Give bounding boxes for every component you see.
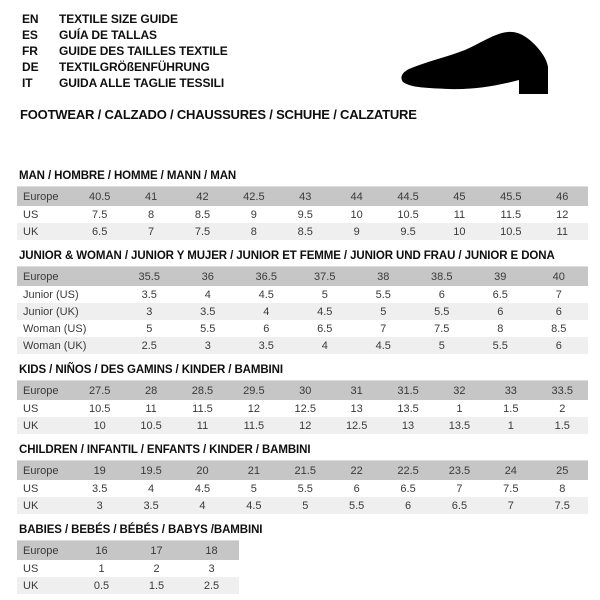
size-value-cell: 3.5 <box>74 480 125 497</box>
size-value-cell: 22.5 <box>382 461 433 481</box>
size-value-cell: 3 <box>120 303 179 320</box>
size-tables-container <box>17 170 600 594</box>
size-value-cell: 5 <box>413 337 472 354</box>
size-value-cell: 12 <box>228 400 279 417</box>
table-row-woman-uk <box>17 337 588 354</box>
size-value-cell: 4.5 <box>177 480 228 497</box>
language-code: ES <box>22 28 38 42</box>
size-value-cell: 13.5 <box>382 400 433 417</box>
table-row-uk <box>17 223 588 240</box>
size-value-cell: 9.5 <box>382 223 433 240</box>
row-label: Europe <box>17 461 74 481</box>
size-value-cell: 5.5 <box>331 497 382 514</box>
table-row-europe <box>17 267 588 287</box>
size-value-cell: 4 <box>237 303 296 320</box>
size-value-cell: 0.5 <box>74 577 129 594</box>
size-conversion-table <box>17 266 588 354</box>
row-label: US <box>17 560 74 577</box>
language-code: IT <box>22 76 33 90</box>
size-value-cell: 5.5 <box>354 286 413 303</box>
size-value-cell: 31.5 <box>382 381 433 401</box>
row-label: UK <box>17 417 74 434</box>
size-table-section-man <box>17 170 600 240</box>
size-value-cell: 6.5 <box>296 320 355 337</box>
size-value-cell: 11 <box>537 223 588 240</box>
size-value-cell: 1 <box>74 560 129 577</box>
size-value-cell: 21 <box>228 461 279 481</box>
size-value-cell: 36.5 <box>237 267 296 287</box>
size-value-cell: 5.5 <box>179 320 238 337</box>
size-value-cell: 8.5 <box>177 206 228 223</box>
size-value-cell: 44.5 <box>382 187 433 207</box>
size-value-cell: 22 <box>331 461 382 481</box>
size-value-cell: 9.5 <box>280 206 331 223</box>
size-value-cell: 7.5 <box>537 497 588 514</box>
size-value-cell: 37.5 <box>296 267 355 287</box>
size-value-cell: 1.5 <box>485 400 536 417</box>
size-value-cell: 43 <box>280 187 331 207</box>
size-value-cell: 1.5 <box>129 577 184 594</box>
size-value-cell: 10 <box>74 417 125 434</box>
size-value-cell: 7.5 <box>177 223 228 240</box>
size-value-cell: 6 <box>382 497 433 514</box>
size-value-cell: 6 <box>413 286 472 303</box>
size-value-cell: 46 <box>537 187 588 207</box>
size-value-cell: 5 <box>354 303 413 320</box>
size-value-cell: 3.5 <box>179 303 238 320</box>
size-conversion-table <box>17 380 588 434</box>
category-title: FOOTWEAR / CALZADO / CHAUSSURES / SCHUHE / CALZATURE <box>20 107 417 122</box>
size-value-cell: 44 <box>331 187 382 207</box>
table-row-us <box>17 480 588 497</box>
size-value-cell: 2 <box>537 400 588 417</box>
size-value-cell: 8 <box>228 223 279 240</box>
size-value-cell: 8 <box>471 320 530 337</box>
size-value-cell: 11 <box>434 206 485 223</box>
size-value-cell: 2 <box>129 560 184 577</box>
size-value-cell: 7 <box>354 320 413 337</box>
size-value-cell: 8 <box>537 480 588 497</box>
size-value-cell: 4.5 <box>296 303 355 320</box>
size-table-section-junior <box>17 250 600 354</box>
size-value-cell: 45.5 <box>485 187 536 207</box>
size-value-cell: 5 <box>280 497 331 514</box>
size-value-cell: 7.5 <box>413 320 472 337</box>
size-value-cell: 2.5 <box>184 577 239 594</box>
size-value-cell: 7.5 <box>74 206 125 223</box>
size-value-cell: 6 <box>530 303 589 320</box>
table-row-junior-uk <box>17 303 588 320</box>
language-code: FR <box>22 44 38 58</box>
table-row-europe <box>17 381 588 401</box>
size-value-cell: 4 <box>125 480 176 497</box>
size-value-cell: 10.5 <box>125 417 176 434</box>
size-conversion-table <box>17 540 239 594</box>
size-value-cell: 9 <box>331 223 382 240</box>
size-value-cell: 4.5 <box>354 337 413 354</box>
row-label: UK <box>17 577 74 594</box>
table-row-us <box>17 206 588 223</box>
size-value-cell: 24 <box>485 461 536 481</box>
size-value-cell: 5 <box>296 286 355 303</box>
size-value-cell: 1.5 <box>537 417 588 434</box>
size-value-cell: 45 <box>434 187 485 207</box>
size-table-section-kids <box>17 364 600 434</box>
row-label: Europe <box>17 187 74 207</box>
size-value-cell: 33.5 <box>537 381 588 401</box>
size-table-title: KIDS / NIÑOS / DES GAMINS / KINDER / BAMBINI <box>19 364 283 376</box>
size-value-cell: 39 <box>471 267 530 287</box>
language-label: TEXTILE SIZE GUIDE <box>59 12 178 26</box>
size-value-cell: 5.5 <box>280 480 331 497</box>
size-value-cell: 28 <box>125 381 176 401</box>
size-value-cell: 11 <box>125 400 176 417</box>
size-value-cell: 32 <box>434 381 485 401</box>
size-value-cell: 11.5 <box>485 206 536 223</box>
size-value-cell: 23.5 <box>434 461 485 481</box>
size-value-cell: 33 <box>485 381 536 401</box>
size-value-cell: 27.5 <box>74 381 125 401</box>
size-value-cell: 10 <box>331 206 382 223</box>
size-value-cell: 11.5 <box>228 417 279 434</box>
size-table-section-children <box>17 444 600 514</box>
size-value-cell: 10.5 <box>485 223 536 240</box>
table-row-europe <box>17 461 588 481</box>
size-conversion-table <box>17 186 588 240</box>
size-value-cell: 4 <box>177 497 228 514</box>
size-value-cell: 13 <box>382 417 433 434</box>
size-value-cell: 6 <box>237 320 296 337</box>
size-value-cell: 3 <box>74 497 125 514</box>
size-table-title: MAN / HOMBRE / HOMME / MANN / MAN <box>19 170 237 182</box>
row-label: Europe <box>17 267 120 287</box>
language-code: DE <box>22 60 39 74</box>
size-value-cell: 28.5 <box>177 381 228 401</box>
row-label: US <box>17 400 74 417</box>
size-value-cell: 18 <box>184 541 239 561</box>
size-value-cell: 4 <box>296 337 355 354</box>
size-value-cell: 8.5 <box>280 223 331 240</box>
size-value-cell: 7 <box>485 497 536 514</box>
dress-shoe-icon <box>394 24 576 104</box>
size-value-cell: 29.5 <box>228 381 279 401</box>
row-label: Europe <box>17 381 74 401</box>
size-value-cell: 12.5 <box>331 417 382 434</box>
size-value-cell: 3 <box>179 337 238 354</box>
size-value-cell: 42 <box>177 187 228 207</box>
size-value-cell: 3 <box>184 560 239 577</box>
size-value-cell: 3.5 <box>237 337 296 354</box>
table-row-us <box>17 560 239 577</box>
table-row-europe <box>17 187 588 207</box>
size-value-cell: 21.5 <box>280 461 331 481</box>
size-value-cell: 12.5 <box>280 400 331 417</box>
table-row-junior-us <box>17 286 588 303</box>
row-label: US <box>17 206 74 223</box>
size-value-cell: 9 <box>228 206 279 223</box>
size-value-cell: 11.5 <box>177 400 228 417</box>
table-row-uk <box>17 577 239 594</box>
size-value-cell: 12 <box>280 417 331 434</box>
size-value-cell: 38.5 <box>413 267 472 287</box>
size-value-cell: 3.5 <box>125 497 176 514</box>
row-label: Woman (US) <box>17 320 120 337</box>
table-row-us <box>17 400 588 417</box>
size-value-cell: 41 <box>125 187 176 207</box>
size-value-cell: 19.5 <box>125 461 176 481</box>
size-value-cell: 6.5 <box>434 497 485 514</box>
size-value-cell: 7 <box>434 480 485 497</box>
size-value-cell: 11 <box>177 417 228 434</box>
size-value-cell: 19 <box>74 461 125 481</box>
row-label: UK <box>17 223 74 240</box>
table-row-uk <box>17 417 588 434</box>
size-value-cell: 42.5 <box>228 187 279 207</box>
size-value-cell: 36 <box>179 267 238 287</box>
size-value-cell: 5.5 <box>413 303 472 320</box>
size-value-cell: 1 <box>434 400 485 417</box>
size-value-cell: 38 <box>354 267 413 287</box>
language-code: EN <box>22 12 39 26</box>
size-value-cell: 6 <box>471 303 530 320</box>
table-row-uk <box>17 497 588 514</box>
size-conversion-table <box>17 460 588 514</box>
size-value-cell: 8 <box>125 206 176 223</box>
size-value-cell: 40.5 <box>74 187 125 207</box>
size-value-cell: 40 <box>530 267 589 287</box>
row-label: Junior (UK) <box>17 303 120 320</box>
size-value-cell: 16 <box>74 541 129 561</box>
row-label: Europe <box>17 541 74 561</box>
language-label: TEXTILGRÖßENFÜHRUNG <box>59 60 210 74</box>
size-value-cell: 10.5 <box>382 206 433 223</box>
size-value-cell: 3.5 <box>120 286 179 303</box>
size-value-cell: 12 <box>537 206 588 223</box>
size-value-cell: 6.5 <box>382 480 433 497</box>
size-value-cell: 35.5 <box>120 267 179 287</box>
size-value-cell: 30 <box>280 381 331 401</box>
size-value-cell: 4.5 <box>228 497 279 514</box>
size-table-section-babies <box>17 524 600 594</box>
size-value-cell: 5.5 <box>471 337 530 354</box>
size-value-cell: 17 <box>129 541 184 561</box>
size-value-cell: 6.5 <box>74 223 125 240</box>
language-label: GUIDA ALLE TAGLIE TESSILI <box>59 76 225 90</box>
language-label: GUIDE DES TAILLES TEXTILE <box>59 44 228 58</box>
table-row-woman-us <box>17 320 588 337</box>
size-value-cell: 1 <box>485 417 536 434</box>
size-value-cell: 8.5 <box>530 320 589 337</box>
size-value-cell: 7 <box>125 223 176 240</box>
row-label: Junior (US) <box>17 286 120 303</box>
size-value-cell: 13 <box>331 400 382 417</box>
size-value-cell: 25 <box>537 461 588 481</box>
size-value-cell: 10.5 <box>74 400 125 417</box>
size-table-title: JUNIOR & WOMAN / JUNIOR Y MUJER / JUNIOR ET FEMME / JUNIOR UND FRAU / JUNIOR E DONA <box>19 250 555 262</box>
row-label: Woman (UK) <box>17 337 120 354</box>
size-value-cell: 5 <box>120 320 179 337</box>
size-value-cell: 6 <box>530 337 589 354</box>
row-label: US <box>17 480 74 497</box>
table-row-europe <box>17 541 239 561</box>
size-table-title: BABIES / BEBÉS / BÉBÉS / BABYS /BAMBINI <box>19 524 263 536</box>
size-value-cell: 6.5 <box>471 286 530 303</box>
size-value-cell: 7.5 <box>485 480 536 497</box>
size-table-title: CHILDREN / INFANTIL / ENFANTS / KINDER / BAMBINI <box>19 444 311 456</box>
size-value-cell: 20 <box>177 461 228 481</box>
size-value-cell: 5 <box>228 480 279 497</box>
size-value-cell: 10 <box>434 223 485 240</box>
size-value-cell: 4.5 <box>237 286 296 303</box>
language-label: GUÍA DE TALLAS <box>59 28 157 42</box>
size-value-cell: 4 <box>179 286 238 303</box>
size-value-cell: 6 <box>331 480 382 497</box>
row-label: UK <box>17 497 74 514</box>
size-value-cell: 2.5 <box>120 337 179 354</box>
size-value-cell: 13.5 <box>434 417 485 434</box>
size-value-cell: 7 <box>530 286 589 303</box>
size-value-cell: 31 <box>331 381 382 401</box>
